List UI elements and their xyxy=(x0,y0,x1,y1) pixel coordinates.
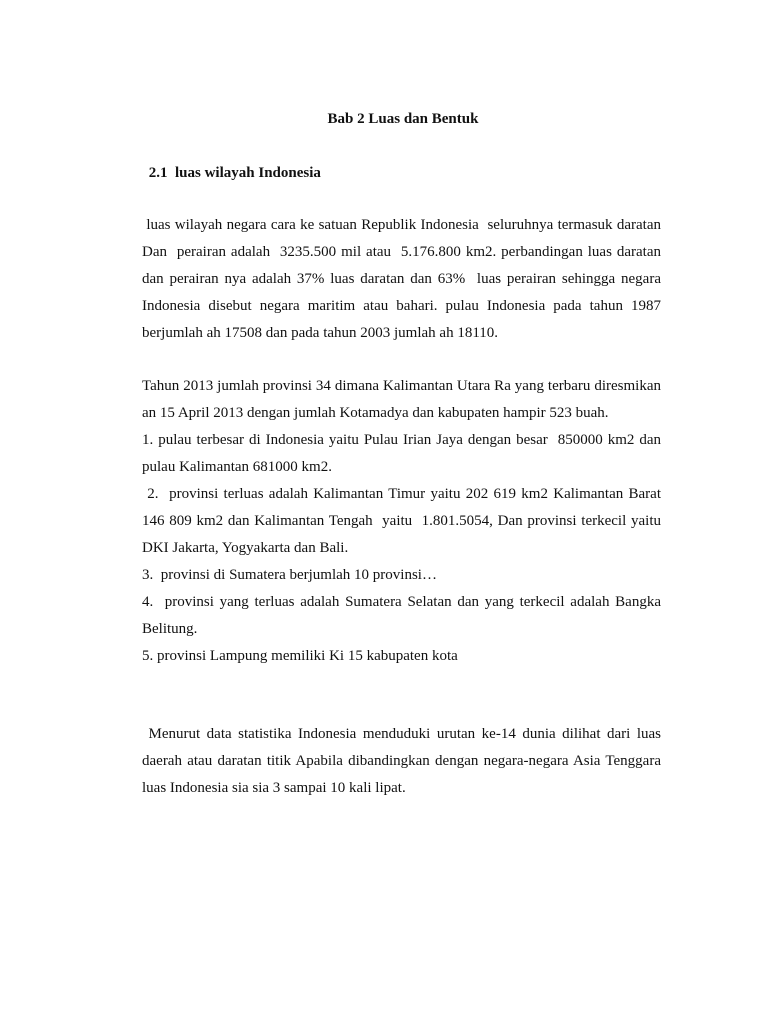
paragraph-1-block xyxy=(142,212,665,347)
list-item-4: 4. provinsi yang terluas adalah Sumatera Selatan dan yang terkecil adalah Bangka Belitung. xyxy=(142,594,665,637)
paragraph-3-block xyxy=(142,721,665,802)
paragraph-1: luas wilayah negara cara ke satuan Republik Indonesia seluruhnya termasuk daratan Dan perairan adalah 3235.500 mil atau 5.176.800 km2. perbandingan luas daratan dan perairan nya adalah 37% luas daratan dan 63% luas perairan sehingga negara Indonesia disebut negara maritim atau bahari. pulau Indonesia pada tahun 1987 berjumlah ah 17508 dan pada tahun 2003 jumlah ah 18110. xyxy=(142,217,665,341)
document-title: Bab 2 Luas dan Bentuk xyxy=(327,111,479,127)
list-item-3: 3. provinsi di Sumatera berjumlah 10 provinsi… xyxy=(142,567,437,583)
section-heading: 2.1 luas wilayah Indonesia xyxy=(145,165,321,181)
list-item-5: 5. provinsi Lampung memiliki Ki 15 kabupaten kota xyxy=(142,648,458,664)
list-item-1: 1. pulau terbesar di Indonesia yaitu Pulau Irian Jaya dengan besar 850000 km2 dan pulau Kalimantan 681000 km2. xyxy=(142,432,665,475)
paragraph-2: Tahun 2013 jumlah provinsi 34 dimana Kalimantan Utara Ra yang terbaru diresmikan an 15 April 2013 dengan jumlah Kotamadya dan kabupaten hampir 523 buah. xyxy=(142,378,665,421)
paragraph-2-block xyxy=(142,373,665,670)
paragraph-3: Menurut data statistika Indonesia menduduki urutan ke-14 dunia dilihat dari luas daerah atau daratan titik Apabila dibandingkan dengan negara-negara Asia Tenggara luas Indonesia sia sia 3 sampai 10 kali lipat. xyxy=(142,726,665,796)
list-item-2: 2. provinsi terluas adalah Kalimantan Timur yaitu 202 619 km2 Kalimantan Barat 146 809 km2 dan Kalimantan Tengah yaitu 1.801.5054, Dan provinsi terkecil yaitu DKI Jakarta, Yogyakarta dan Bali. xyxy=(142,486,665,556)
